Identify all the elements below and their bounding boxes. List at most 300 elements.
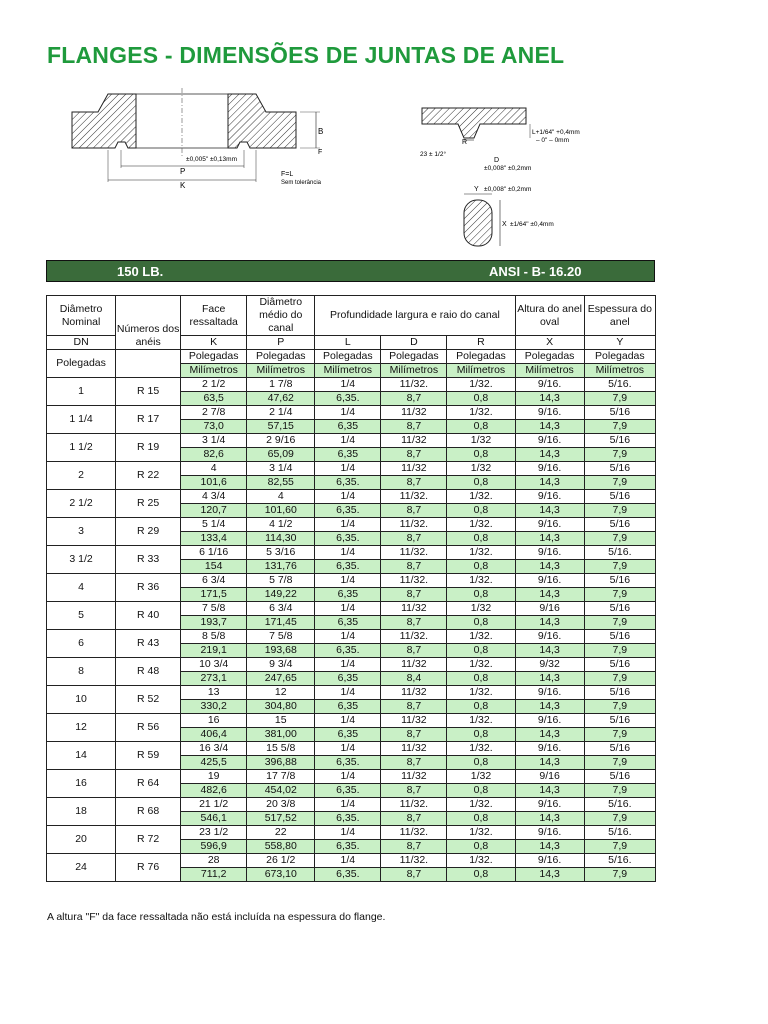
cell-r-inch: 1/32. [447,406,515,420]
cell-x-mm: 14,3 [515,840,584,854]
cell-x-mm: 14,3 [515,644,584,658]
cell-dn: 1 [47,378,116,406]
cell-r-mm: 0,8 [447,840,515,854]
cell-l-inch: 1/4 [315,742,381,756]
header-letter-x: X [515,336,584,350]
cell-d-mm: 8,7 [381,644,447,658]
cell-p-mm: 193,68 [247,644,315,658]
cell-l-inch: 1/4 [315,658,381,672]
cell-d-mm: 8,7 [381,532,447,546]
cell-x-inch: 9/16. [515,798,584,812]
cell-k-inch: 7 5/8 [181,602,247,616]
cell-ring-number: R 17 [116,406,181,434]
cell-x-inch: 9/16. [515,686,584,700]
cell-dn: 4 [47,574,116,602]
cell-ring-number: R 22 [116,462,181,490]
cell-y-inch: 5/16 [584,490,655,504]
l-tolerance-label-2: – 0" – 0mm [536,137,570,144]
cell-y-inch: 5/16 [584,658,655,672]
cell-l-mm: 6,35 [315,420,381,434]
cell-l-inch: 1/4 [315,686,381,700]
cell-dn: 20 [47,826,116,854]
table-row [47,770,656,784]
cell-r-inch: 1/32. [447,546,515,560]
cell-ring-number: R 52 [116,686,181,714]
cell-l-inch: 1/4 [315,574,381,588]
cell-p-inch: 6 3/4 [247,602,315,616]
cell-r-inch: 1/32 [447,770,515,784]
cell-l-inch: 1/4 [315,798,381,812]
cell-l-mm: 6,35. [315,644,381,658]
cell-dn: 14 [47,742,116,770]
cell-dn: 24 [47,854,116,882]
class-bar [46,260,655,282]
unit-milimetros: Milímetros [584,364,655,378]
cell-k-mm: 546,1 [181,812,247,826]
unit-milimetros: Milímetros [447,364,515,378]
header-diametro-nominal: Diâmetro Nominal [47,296,116,336]
cell-r-inch: 1/32. [447,854,515,868]
cell-k-inch: 2 7/8 [181,406,247,420]
unit-polegadas: Polegadas [381,350,447,364]
cell-l-inch: 1/4 [315,630,381,644]
cell-d-mm: 8,7 [381,392,447,406]
cell-r-inch: 1/32 [447,462,515,476]
cell-d-mm: 8,7 [381,420,447,434]
cell-p-mm: 82,55 [247,476,315,490]
cell-p-mm: 114,30 [247,532,315,546]
unit-polegadas: Polegadas [247,350,315,364]
cell-d-mm: 8,4 [381,672,447,686]
cell-r-mm: 0,8 [447,644,515,658]
cell-k-mm: 193,7 [181,616,247,630]
cell-l-mm: 6,35 [315,616,381,630]
cell-k-mm: 425,5 [181,756,247,770]
cell-x-mm: 14,3 [515,700,584,714]
cell-x-mm: 14,3 [515,448,584,462]
cell-ring-number: R 36 [116,574,181,602]
table-row [47,602,656,616]
cell-y-mm: 7,9 [584,588,655,602]
cell-x-inch: 9/16. [515,742,584,756]
cell-y-mm: 7,9 [584,644,655,658]
table-row [47,378,656,392]
cell-y-inch: 5/16. [584,826,655,840]
cell-p-inch: 3 1/4 [247,462,315,476]
table-row [47,518,656,532]
cell-y-mm: 7,9 [584,560,655,574]
cell-x-mm: 14,3 [515,476,584,490]
cell-d-mm: 8,7 [381,868,447,882]
table-row [47,630,656,644]
cell-p-inch: 7 5/8 [247,630,315,644]
cell-p-mm: 247,65 [247,672,315,686]
p-label: P [180,167,186,176]
cell-y-mm: 7,9 [584,420,655,434]
cell-y-mm: 7,9 [584,756,655,770]
cell-p-inch: 2 1/4 [247,406,315,420]
table-row [47,546,656,560]
cell-r-inch: 1/32. [447,574,515,588]
table-body [47,378,656,882]
table-row [47,742,656,756]
cell-l-mm: 6,35. [315,560,381,574]
cell-r-mm: 0,8 [447,784,515,798]
cell-r-mm: 0,8 [447,616,515,630]
cell-l-mm: 6,35. [315,532,381,546]
cell-p-inch: 17 7/8 [247,770,315,784]
cell-dn: 16 [47,770,116,798]
cell-r-inch: 1/32. [447,518,515,532]
table-row [47,686,656,700]
unit-polegadas: Polegadas [181,350,247,364]
cell-dn: 5 [47,602,116,630]
cell-r-mm: 0,8 [447,504,515,518]
cell-d-inch: 11/32. [381,854,447,868]
cell-k-inch: 13 [181,686,247,700]
cell-r-mm: 0,8 [447,420,515,434]
class-label: 150 LB. [117,264,164,279]
cell-d-mm: 8,7 [381,476,447,490]
cell-p-inch: 15 5/8 [247,742,315,756]
cell-k-inch: 10 3/4 [181,658,247,672]
cell-p-inch: 9 3/4 [247,658,315,672]
cell-k-inch: 16 [181,714,247,728]
table-row [47,854,656,868]
cell-dn: 1 1/2 [47,434,116,462]
cell-k-mm: 330,2 [181,700,247,714]
y-label: Y [474,186,479,193]
cell-k-inch: 4 3/4 [181,490,247,504]
cell-d-inch: 11/32. [381,574,447,588]
cell-l-mm: 6,35. [315,840,381,854]
cell-p-mm: 558,80 [247,840,315,854]
cell-r-inch: 1/32. [447,798,515,812]
cell-dn: 6 [47,630,116,658]
cell-x-mm: 14,3 [515,532,584,546]
cell-y-mm: 7,9 [584,840,655,854]
cell-x-inch: 9/16 [515,602,584,616]
cell-r-mm: 0,8 [447,728,515,742]
cell-y-mm: 7,9 [584,672,655,686]
cell-p-inch: 20 3/8 [247,798,315,812]
cell-y-mm: 7,9 [584,728,655,742]
unit-milimetros: Milímetros [181,364,247,378]
cell-p-mm: 65,09 [247,448,315,462]
cell-x-mm: 14,3 [515,560,584,574]
cell-l-mm: 6,35. [315,476,381,490]
cell-l-inch: 1/4 [315,490,381,504]
cell-ring-number: R 59 [116,742,181,770]
cell-p-mm: 304,80 [247,700,315,714]
cell-r-mm: 0,8 [447,392,515,406]
header-letter-k: K [181,336,247,350]
sem-tolerancia-label: Sem tolerância [281,180,322,186]
cell-k-mm: 63,5 [181,392,247,406]
cell-r-inch: 1/32. [447,490,515,504]
footnote: A altura "F" da face ressaltada não está incluída na espessura do flange. [47,911,386,923]
cell-p-mm: 381,00 [247,728,315,742]
cell-k-mm: 482,6 [181,784,247,798]
cell-p-mm: 517,52 [247,812,315,826]
cell-r-inch: 1/32 [447,602,515,616]
cell-ring-number: R 64 [116,770,181,798]
cell-p-mm: 131,76 [247,560,315,574]
cell-l-inch: 1/4 [315,378,381,392]
cell-r-inch: 1/32 [447,434,515,448]
cell-y-inch: 5/16. [584,546,655,560]
cell-d-inch: 11/32. [381,518,447,532]
cell-l-mm: 6,35. [315,392,381,406]
cell-k-inch: 6 3/4 [181,574,247,588]
cell-y-inch: 5/16. [584,798,655,812]
cell-y-inch: 5/16 [584,602,655,616]
cell-l-inch: 1/4 [315,518,381,532]
cell-ring-number: R 68 [116,798,181,826]
cell-d-mm: 8,7 [381,840,447,854]
header-letter-d: D [381,336,447,350]
cell-y-mm: 7,9 [584,448,655,462]
flange-diagram [68,88,330,188]
cell-d-inch: 11/32. [381,630,447,644]
table-row [47,434,656,448]
cell-x-inch: 9/16. [515,714,584,728]
cell-l-mm: 6,35. [315,756,381,770]
cell-y-mm: 7,9 [584,476,655,490]
cell-l-inch: 1/4 [315,546,381,560]
cell-k-mm: 154 [181,560,247,574]
cell-dn: 10 [47,686,116,714]
cell-k-mm: 711,2 [181,868,247,882]
cell-d-mm: 8,7 [381,588,447,602]
unit-polegadas: Polegadas [315,350,381,364]
table-row [47,490,656,504]
x-tolerance-label: ±1/64" ±0,4mm [510,221,554,228]
cell-l-inch: 1/4 [315,406,381,420]
cell-k-mm: 120,7 [181,504,247,518]
cell-ring-number: R 19 [116,434,181,462]
cell-d-inch: 11/32 [381,406,447,420]
cell-k-mm: 273,1 [181,672,247,686]
cell-k-inch: 5 1/4 [181,518,247,532]
cell-x-mm: 14,3 [515,588,584,602]
cell-r-mm: 0,8 [447,560,515,574]
cell-p-inch: 22 [247,826,315,840]
cell-k-inch: 21 1/2 [181,798,247,812]
cell-dn: 2 1/2 [47,490,116,518]
unit-milimetros: Milímetros [515,364,584,378]
d-tolerance-label: ±0,008" ±0,2mm [484,165,532,172]
cell-l-inch: 1/4 [315,826,381,840]
cell-r-mm: 0,8 [447,448,515,462]
cell-p-inch: 2 9/16 [247,434,315,448]
cell-l-inch: 1/4 [315,462,381,476]
cell-r-mm: 0,8 [447,812,515,826]
cell-ring-number: R 56 [116,714,181,742]
cell-x-inch: 9/16. [515,854,584,868]
cell-d-mm: 8,7 [381,560,447,574]
table-row [47,462,656,476]
cell-r-inch: 1/32. [447,686,515,700]
cell-p-inch: 5 3/16 [247,546,315,560]
cell-y-inch: 5/16 [584,742,655,756]
cell-p-inch: 4 [247,490,315,504]
cell-d-inch: 11/32 [381,770,447,784]
header-blank [116,350,181,378]
cell-l-mm: 6,35 [315,448,381,462]
oval-ring-diagram [444,182,568,252]
cell-l-mm: 6,35. [315,868,381,882]
ring-joint-table [46,295,656,882]
cell-x-inch: 9/16. [515,434,584,448]
cell-y-inch: 5/16 [584,518,655,532]
cell-dn: 8 [47,658,116,686]
x-label: X [502,221,507,228]
table-row [47,826,656,840]
cell-r-inch: 1/32. [447,826,515,840]
cell-k-inch: 4 [181,462,247,476]
cell-l-mm: 6,35 [315,700,381,714]
cell-y-inch: 5/16 [584,630,655,644]
cell-x-inch: 9/16. [515,826,584,840]
y-tolerance-label: ±0,008" ±0,2mm [484,186,532,193]
cell-l-mm: 6,35. [315,504,381,518]
cell-d-mm: 8,7 [381,784,447,798]
cell-r-inch: 1/32. [447,630,515,644]
cell-k-inch: 23 1/2 [181,826,247,840]
cell-l-inch: 1/4 [315,434,381,448]
k-label: K [180,181,186,188]
cell-k-mm: 219,1 [181,644,247,658]
cell-r-mm: 0,8 [447,532,515,546]
standard-label: ANSI - B- 16.20 [489,264,582,279]
cell-x-mm: 14,3 [515,812,584,826]
cell-p-mm: 171,45 [247,616,315,630]
cell-ring-number: R 15 [116,378,181,406]
header-face-ressaltada: Face ressaltada [181,296,247,336]
cell-y-mm: 7,9 [584,784,655,798]
cell-ring-number: R 43 [116,630,181,658]
cell-y-inch: 5/16 [584,574,655,588]
cell-y-inch: 5/16 [584,434,655,448]
cell-k-mm: 73,0 [181,420,247,434]
fl-label: F=L [281,171,294,178]
page-title: FLANGES - DIMENSÕES DE JUNTAS DE ANEL [47,42,565,68]
unit-milimetros: Milímetros [381,364,447,378]
cell-x-inch: 9/16. [515,546,584,560]
cell-r-inch: 1/32. [447,378,515,392]
cell-k-mm: 82,6 [181,448,247,462]
cell-p-inch: 26 1/2 [247,854,315,868]
cell-k-inch: 16 3/4 [181,742,247,756]
cell-dn: 1 1/4 [47,406,116,434]
cell-r-inch: 1/32. [447,658,515,672]
cell-x-mm: 14,3 [515,392,584,406]
cell-x-mm: 14,3 [515,756,584,770]
cell-y-mm: 7,9 [584,532,655,546]
cell-x-mm: 14,3 [515,504,584,518]
cell-d-inch: 11/32 [381,742,447,756]
r-label: R [462,139,468,146]
cell-ring-number: R 33 [116,546,181,574]
cell-x-inch: 9/16. [515,490,584,504]
cell-d-mm: 8,7 [381,700,447,714]
cell-x-inch: 9/16 [515,770,584,784]
cell-y-inch: 5/16. [584,854,655,868]
table-row [47,406,656,420]
cell-d-mm: 8,7 [381,448,447,462]
cell-ring-number: R 48 [116,658,181,686]
header-altura: Altura do anel oval [515,296,584,336]
cell-l-inch: 1/4 [315,854,381,868]
cell-x-mm: 14,3 [515,616,584,630]
cell-k-inch: 6 1/16 [181,546,247,560]
header-profundidade: Profundidade largura e raio do canal [315,296,515,336]
cell-k-mm: 171,5 [181,588,247,602]
header-espessura: Espessura do anel [584,296,655,336]
cell-d-inch: 11/32. [381,378,447,392]
cell-r-mm: 0,8 [447,588,515,602]
cell-y-inch: 5/16 [584,462,655,476]
header-numeros-aneis: Números dos anéis [116,296,181,350]
cell-l-inch: 1/4 [315,770,381,784]
header-dn: DN [47,336,116,350]
cell-p-mm: 673,10 [247,868,315,882]
header-letter-p: P [247,336,315,350]
cell-p-inch: 5 7/8 [247,574,315,588]
angle-label: 23 ± 1/2° [420,151,447,158]
cell-ring-number: R 25 [116,490,181,518]
cell-dn: 3 1/2 [47,546,116,574]
cell-x-inch: 9/16. [515,462,584,476]
cell-y-inch: 5/16 [584,406,655,420]
cell-r-inch: 1/32. [447,714,515,728]
cell-y-mm: 7,9 [584,868,655,882]
groove-diagram [418,104,598,174]
cell-d-inch: 11/32 [381,462,447,476]
unit-milimetros: Milímetros [247,364,315,378]
cell-r-mm: 0,8 [447,868,515,882]
cell-p-mm: 47,62 [247,392,315,406]
cell-k-inch: 3 1/4 [181,434,247,448]
cell-x-inch: 9/16. [515,378,584,392]
unit-polegadas: Polegadas [584,350,655,364]
cell-d-inch: 11/32 [381,434,447,448]
cell-k-mm: 406,4 [181,728,247,742]
cell-l-mm: 6,35. [315,784,381,798]
table-row [47,658,656,672]
cell-x-mm: 14,3 [515,868,584,882]
cell-p-inch: 4 1/2 [247,518,315,532]
cell-k-mm: 101,6 [181,476,247,490]
tolerance-label: ±0,005" ±0,13mm [186,156,237,163]
cell-d-mm: 8,7 [381,812,447,826]
cell-p-mm: 396,88 [247,756,315,770]
cell-p-inch: 12 [247,686,315,700]
cell-x-mm: 14,3 [515,420,584,434]
cell-d-mm: 8,7 [381,728,447,742]
cell-y-inch: 5/16 [584,686,655,700]
b-label: B [318,127,324,136]
cell-x-inch: 9/32 [515,658,584,672]
cell-k-inch: 28 [181,854,247,868]
cell-d-mm: 8,7 [381,504,447,518]
cell-p-mm: 454,02 [247,784,315,798]
unit-milimetros: Milímetros [315,364,381,378]
cell-l-mm: 6,35 [315,588,381,602]
cell-l-inch: 1/4 [315,714,381,728]
cell-d-inch: 11/32 [381,658,447,672]
